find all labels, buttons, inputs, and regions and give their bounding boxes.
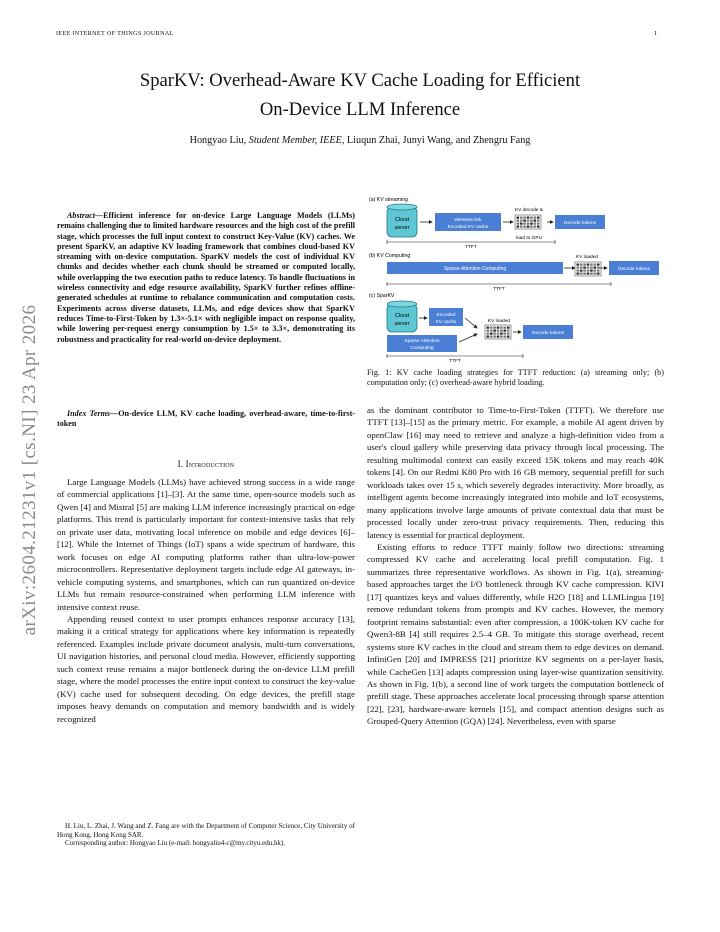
kv-grid-cell xyxy=(537,226,540,228)
kv-grid-cell xyxy=(490,336,493,338)
abstract-text: —Efficient inference for on-device Large Language Models (LLMs) remains challenging due to limited hardware resources and the high cost of the prefill stage, which processes the full input context to construct Key-Value (KV) caches. We present SparKV, an adaptive KV loading framework that combines cloud-based KV streaming with on-device computation. SparKV models the cost of individual KV chunks and decides whether each chunk should be streamed or computed locally, while overlapping the two execution paths to reduce latency. To handle fluctuations in wireless connectivity and edge resource availability, SparKV further refines offline-generated schedules at runtime to rebalance communication and computation costs. Experiments across diverse datasets, LLMs, and edge devices show that SparKV reduces Time-to-First-Token by 1.3×-5.1× with negligible impact on response quality, while lowering per-request energy consumption by 1.5× to 3.3×, demonstrating its robustness and practicality for real-world on-device deployment. xyxy=(57,211,355,344)
kv-grid-cell xyxy=(594,264,597,266)
ttft-label-c: TTFT xyxy=(449,359,461,364)
kv-grid-cell xyxy=(530,217,533,219)
kv-decode-text: KV decode & xyxy=(514,208,544,213)
ttft-label-a: TTFT xyxy=(465,245,477,250)
kv-grid-cell xyxy=(537,220,540,222)
kv-grid-cell xyxy=(527,217,530,219)
label-a: (a) KV streaming xyxy=(369,197,408,203)
kv-grid-cell xyxy=(500,333,503,335)
kv-grid-cell xyxy=(527,220,530,222)
encoded-kv-text-a: Encoded KV cache xyxy=(447,225,489,230)
kv-grid-cell xyxy=(507,327,510,329)
kv-grid-cell xyxy=(537,217,540,219)
label-c: (c) SparKV xyxy=(369,293,395,299)
kv-grid-c xyxy=(485,325,511,339)
label-b: (b) KV Computing xyxy=(369,253,411,259)
kv-grid-cell xyxy=(500,336,503,338)
cloud-server-a-l1: Cloud xyxy=(394,217,410,223)
kv-grid-cell xyxy=(520,223,523,225)
kv-grid-cell xyxy=(490,330,493,332)
kv-grid-cell xyxy=(577,267,580,269)
kv-grid-cell xyxy=(500,327,503,329)
figure-1-diagram xyxy=(367,192,664,366)
kv-grid-cell xyxy=(487,330,490,332)
right-paragraph-2: Existing efforts to reduce TTFT mainly follow two directions: streaming compressed KV cache and accelerating local prefill computation. Fig. 1 summarizes three representative workflows. As shown in Fig. 1(a), streaming-based approaches target the I/O bottleneck through KV cache compression. KIVI [17] quantizes keys and values differently, while H2O [18] and LLMLingua [19] remove redundant tokens from prompts and KV caches. However, the memory footprint remains substantial: even after compression, a 100K-token KV cache for Qwen3-8B [4] still requires 2.5–4 GB. To mitigate this storage overhead, recent systems store KV caches in the cloud and stream them to edge devices on demand. InfiniGen [20] and IMPRESS [21] prioritize KV segments on a per-layer basis, while CacheGen [13] adapts compression using layer-wise quantization sensitivity. As shown in Fig. 1(b), a second line of work targets the computation bottleneck of prefill stage. These approaches accelerate local processing through sparse attention [22], [23], hardware-aware kernels [15], and compact attention designs such as Grouped-Query Attention (GQA) [24]. Nevertheless, even with sparse xyxy=(367,541,664,727)
decode-tokens-text-a: Decode tokens xyxy=(564,221,596,226)
kv-grid-cell xyxy=(580,267,583,269)
kv-grid-cell xyxy=(583,270,586,272)
sparse-attention-l1-c: Sparse Attention xyxy=(404,339,440,344)
cloud-server-a xyxy=(387,204,417,237)
kv-grid-cell xyxy=(490,333,493,335)
kv-grid-cell xyxy=(507,330,510,332)
kv-grid-cell xyxy=(583,267,586,269)
abstract-label: Abstract xyxy=(67,211,95,220)
kv-grid-cell xyxy=(504,336,507,338)
ttft-label-b: TTFT xyxy=(493,287,505,292)
page-number: 1 xyxy=(654,30,658,37)
figure-1 xyxy=(367,192,664,366)
intro-body xyxy=(57,476,355,725)
kv-grid-cell xyxy=(537,223,540,225)
kv-grid-cell xyxy=(497,330,500,332)
kv-loaded-text-c: KV loaded xyxy=(487,319,511,324)
footnote-affiliation: H. Liu, L. Zhai, J. Wang and Z. Fang are with the Department of Computer Science, City University of Hong Kong, Hong Kong SAR. xyxy=(57,822,355,839)
right-paragraph-1: as the dominant contributor to Time-to-First-Token (TTFT). We therefore use TTFT [13]–[15] as the primary metric. For example, a mobile AI agent driven by openClaw [16] may need to retrieve and analyze a high-definition video from a user's cloud gallery while preserving data privacy through local processing. The resulting multimodal context can easily exceed 15K tokens and may reach 40K tokens [4]. On our Redmi K80 Pro with 16 GB memory, sequential prefill for such workloads takes over 15 s, which severely degrades interactivity. More broadly, as intelligent agents become increasingly integrated into mobile and IoT ecosystems, many applications involve large amounts of private contextual data that must be processed locally under zero-trust privacy requirements. Then, reducing this latency is essential for practical deployment. xyxy=(367,405,664,540)
kv-grid-cell xyxy=(517,223,520,225)
author-first: Hongyao Liu, xyxy=(189,135,249,146)
kv-cache-text-c: KV cache xyxy=(435,320,457,325)
kv-grid-cell xyxy=(594,270,597,272)
kv-grid-cell xyxy=(520,226,523,228)
title-line-2: On-Device LLM Inference xyxy=(259,99,461,120)
kv-grid-cell xyxy=(517,220,520,222)
arxiv-stamp xyxy=(10,240,50,700)
author-affiliation: Student Member, IEEE, xyxy=(248,135,345,146)
decode-tokens-text-c: Decode tokens xyxy=(532,331,564,336)
kv-grid-cell xyxy=(493,336,496,338)
kv-grid-cell xyxy=(530,220,533,222)
kv-grid-cell xyxy=(597,270,600,272)
kv-grid-cell xyxy=(490,327,493,329)
footnote-corresponding: Corresponding author: Hongyao Liu (e-mail: hongyaliu4-c@my.cityu.edu.hk). xyxy=(65,839,286,847)
kv-grid-cell xyxy=(534,220,537,222)
kv-grid-cell xyxy=(534,226,537,228)
kv-loaded-text-b: KV loaded xyxy=(575,255,599,260)
kv-grid-cell xyxy=(587,270,590,272)
figure-1-caption: Fig. 1: KV cache loading strategies for TTFT reduction: (a) streaming only; (b) computation only; (c) overhead-aware hybrid loading. xyxy=(367,368,664,387)
cloud-server-a-l2: server xyxy=(394,225,410,231)
kv-grid-cell xyxy=(523,220,526,222)
kv-grid-cell xyxy=(590,264,593,266)
kv-grid-cell xyxy=(520,217,523,219)
footnote xyxy=(57,822,355,848)
kv-grid-cell xyxy=(577,270,580,272)
title-line-1: SparKV: Overhead-Aware KV Cache Loading for Efficient xyxy=(139,70,581,91)
arxiv-stamp-text: arXiv:2604.21231v1 [cs.NI] 23 Apr 2026 xyxy=(19,304,40,636)
author-list xyxy=(60,135,660,146)
kv-grid-cell xyxy=(504,327,507,329)
kv-grid-cell xyxy=(527,223,530,225)
kv-grid-cell xyxy=(517,226,520,228)
abstract xyxy=(57,211,355,345)
kv-grid-cell xyxy=(507,336,510,338)
kv-grid-cell xyxy=(497,327,500,329)
kv-grid-b xyxy=(575,262,601,276)
kv-grid-cell xyxy=(587,264,590,266)
kv-grid-cell xyxy=(487,336,490,338)
kv-grid-cell xyxy=(594,267,597,269)
kv-grid-cell xyxy=(527,226,530,228)
sparse-attention-l2-c: Computing xyxy=(410,346,434,351)
kv-grid-cell xyxy=(523,223,526,225)
kv-grid-cell xyxy=(580,264,583,266)
kv-grid-cell xyxy=(493,330,496,332)
kv-grid-cell xyxy=(530,226,533,228)
kv-grid-cell xyxy=(583,273,586,275)
kv-grid-cell xyxy=(597,273,600,275)
kv-grid-a xyxy=(515,215,541,229)
kv-grid-cell xyxy=(577,273,580,275)
encoded-text-c: Encoded xyxy=(436,313,456,318)
author-rest: Liuqun Zhai, Junyi Wang, and Zhengru Fang xyxy=(344,135,531,146)
kv-grid-cell xyxy=(523,217,526,219)
wireless-link-text: Wireless link xyxy=(454,218,482,223)
load-to-gpu-text: load to GPU xyxy=(515,236,543,241)
running-header: IEEE INTERNET OF THINGS JOURNAL xyxy=(56,30,174,37)
cloud-server-c xyxy=(387,301,417,332)
kv-grid-cell xyxy=(583,264,586,266)
intro-paragraph-2: Appending reused context to user prompts enhances response accuracy [13], making it a critical strategy for applications where key information is repeatedly referenced. Examples include private document analysis, multi-turn conversations, UI navigation histories, and personal cloud media. However, efficiently supporting such context reuse remains a major bottleneck during the on-device LLM prefill stage, where the model processes the entire input context to construct the key-value (KV) cache used for subsequent decoding. On edge devices, the prefill stage imposes heavy demands on computation and memory bandwidth and is widely recognized xyxy=(57,613,355,724)
kv-grid-cell xyxy=(580,273,583,275)
kv-grid-cell xyxy=(590,267,593,269)
right-column-body xyxy=(367,404,664,728)
kv-grid-cell xyxy=(507,333,510,335)
arrow-c2 xyxy=(465,318,477,328)
cloud-server-c-l1: Cloud xyxy=(394,313,410,319)
kv-grid-cell xyxy=(497,336,500,338)
kv-grid-cell xyxy=(587,267,590,269)
section-heading xyxy=(57,459,355,469)
arrow-c3 xyxy=(459,334,477,342)
sparse-attention-text-b: Sparse Attention Computing xyxy=(443,266,507,272)
kv-grid-cell xyxy=(590,270,593,272)
kv-grid-cell xyxy=(493,327,496,329)
kv-grid-cell xyxy=(487,333,490,335)
kv-grid-cell xyxy=(523,226,526,228)
kv-grid-cell xyxy=(497,333,500,335)
kv-grid-cell xyxy=(487,327,490,329)
kv-grid-cell xyxy=(520,220,523,222)
index-terms xyxy=(57,409,355,430)
kv-grid-cell xyxy=(530,223,533,225)
index-terms-text: —On-device LLM, KV cache loading, overhead-aware, time-to-first-token xyxy=(57,409,355,429)
kv-grid-cell xyxy=(504,333,507,335)
kv-grid-cell xyxy=(587,273,590,275)
kv-grid-cell xyxy=(500,330,503,332)
section-title: I. Introduction xyxy=(177,459,235,469)
kv-grid-cell xyxy=(590,273,593,275)
decode-tokens-text-b: Decode tokens xyxy=(618,267,650,272)
paper-title xyxy=(60,66,660,124)
kv-grid-cell xyxy=(577,264,580,266)
kv-grid-cell xyxy=(504,330,507,332)
kv-grid-cell xyxy=(534,217,537,219)
kv-grid-cell xyxy=(580,270,583,272)
cloud-server-c-l2: server xyxy=(394,321,410,327)
kv-grid-cell xyxy=(534,223,537,225)
kv-grid-cell xyxy=(597,264,600,266)
intro-paragraph-1: Large Language Models (LLMs) have achieved strong success in a wide range of commercial applications [1]–[3]. At the same time, open-source models such as Qwen [4] and Mistral [5] are making LLM inference increasingly practical on edge platforms. This trend is particularly important for context-intensive tasks that rely on private user data, motivating local inference on mobile and edge devices [6]–[12]. While the Internet of Things (IoT) spans a wide spectrum of hardware, this work focuses on edge AI computing platforms rather than ultra-low-power microcontrollers. Representative deployment targets include edge AI gateways, in-vehicle computing systems, and smartphones, which can run quantized on-device LLMs but remain resource-constrained when performing LLM inference with intensive context reuse. xyxy=(57,477,355,612)
index-terms-label: Index Terms xyxy=(67,409,111,418)
kv-grid-cell xyxy=(517,217,520,219)
kv-grid-cell xyxy=(493,333,496,335)
kv-grid-cell xyxy=(594,273,597,275)
